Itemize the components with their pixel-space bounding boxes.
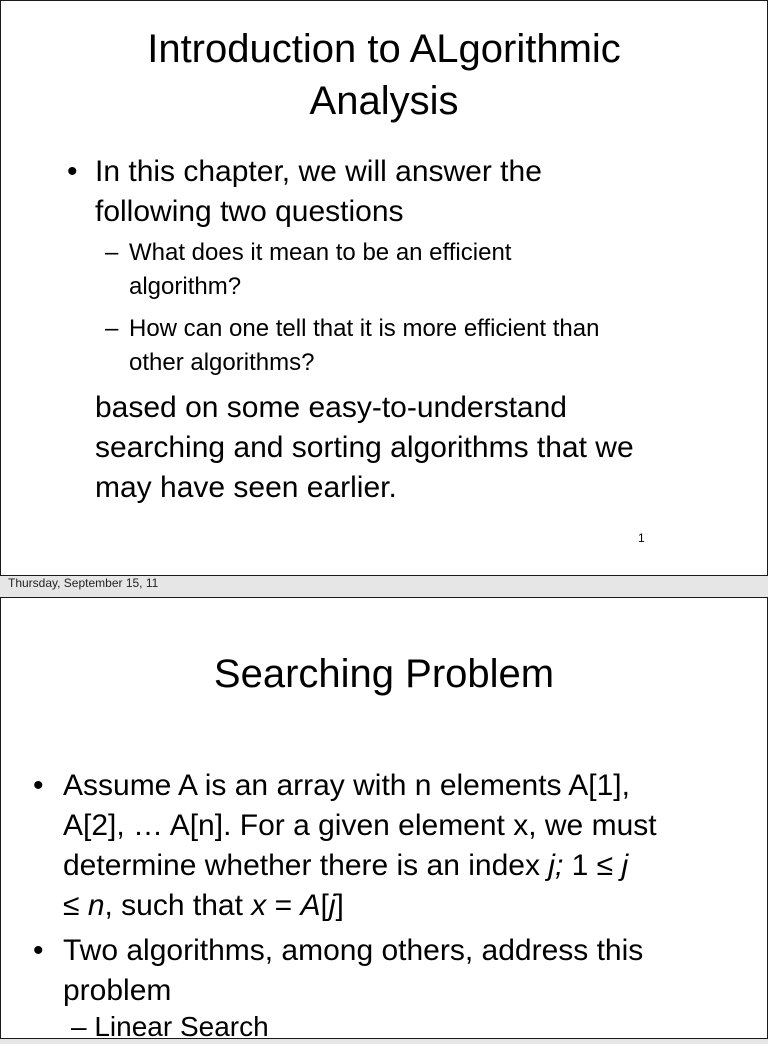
bullet-line: problem bbox=[63, 974, 172, 1007]
bullet-line: Two algorithms, among others, address this bbox=[63, 934, 644, 967]
slide-2 bbox=[0, 597, 768, 1042]
text-run: determine whether there is an index bbox=[63, 849, 549, 882]
bullet-symbol: • bbox=[33, 769, 44, 802]
text-run: [ bbox=[320, 889, 329, 922]
text-run: 1 ≤ bbox=[563, 849, 622, 882]
title-line-2: Analysis bbox=[309, 79, 459, 123]
text-run: ] bbox=[335, 889, 344, 922]
sub-bullet-compare bbox=[105, 312, 755, 380]
bullet-line bbox=[63, 886, 657, 926]
text-run: ≤ bbox=[63, 889, 88, 922]
bullet-line: Assume A is an array with n elements A[1], bbox=[63, 769, 630, 802]
bullet-assume bbox=[33, 766, 753, 926]
sub-bullet-efficient bbox=[105, 236, 745, 304]
bullet-symbol: • bbox=[33, 934, 44, 967]
sub-line: How can one tell that it is more efficient than bbox=[129, 315, 600, 342]
slide-title bbox=[1, 23, 767, 127]
text-run: , such that bbox=[104, 889, 252, 922]
sub-bullet-linear-search: – Linear Search bbox=[71, 1011, 269, 1042]
page-number: 1 bbox=[638, 531, 645, 545]
paragraph-based-on bbox=[95, 388, 735, 508]
math-x: x bbox=[251, 889, 267, 922]
bullet-line: following two questions bbox=[95, 195, 404, 228]
math-j: j bbox=[328, 889, 336, 922]
bullet-line: A[2], … A[n]. For a given element x, we must bbox=[63, 809, 657, 842]
para-line: may have seen earlier. bbox=[95, 471, 397, 504]
sub-line: algorithm? bbox=[129, 273, 242, 300]
math-n: n bbox=[87, 889, 105, 922]
bullet-symbol: • bbox=[67, 155, 78, 188]
math-a: A bbox=[300, 889, 321, 922]
sub-line: What does it mean to be an efficient bbox=[129, 239, 512, 266]
para-line: based on some easy-to-understand bbox=[95, 391, 567, 424]
dash-symbol: – bbox=[105, 239, 119, 266]
title-line-1: Introduction to ALgorithmic bbox=[147, 27, 621, 71]
bullet-line bbox=[63, 846, 657, 886]
bullet-line: In this chapter, we will answer the bbox=[95, 155, 542, 188]
text-run: = bbox=[266, 889, 301, 922]
slide-title: Searching Problem bbox=[213, 652, 555, 696]
sub-line: other algorithms? bbox=[129, 349, 315, 376]
bullet-two-algorithms bbox=[33, 931, 753, 1011]
bullet-intro bbox=[67, 152, 727, 232]
para-line: searching and sorting algorithms that we bbox=[95, 431, 634, 464]
math-j: j bbox=[621, 849, 629, 882]
dash-symbol: – bbox=[105, 315, 119, 342]
slide-date: Thursday, September 15, 11 bbox=[8, 576, 159, 590]
math-j: j; bbox=[548, 849, 564, 882]
